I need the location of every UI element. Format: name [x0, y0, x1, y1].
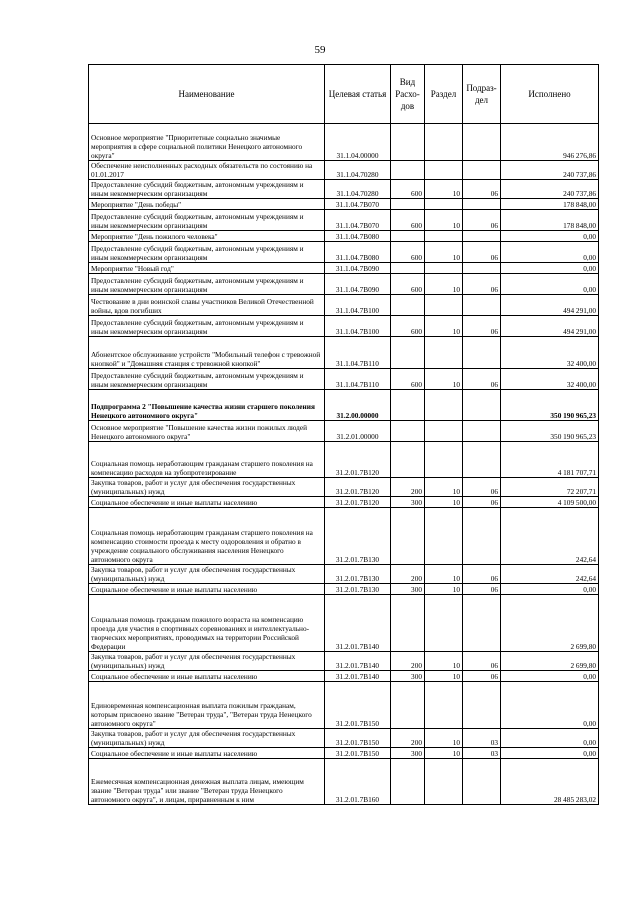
row-name: Абонентское обслуживание устройств "Мобильный телефон с тревожной кнопкой" и "Домашняя станция с тревожной кнопкой": [89, 337, 325, 369]
table-row: [89, 124, 599, 161]
table-row: [89, 274, 599, 295]
table-row: [89, 337, 599, 369]
table-row: [89, 652, 599, 671]
row-executed: 4 109 500,00: [501, 497, 599, 508]
row-executed: 178 848,00: [501, 199, 599, 210]
row-subsection: [463, 124, 501, 161]
row-section: [425, 421, 463, 442]
row-name: Предоставление субсидий бюджетным, автономным учреждениям и иным некоммерческим организациям: [89, 369, 325, 390]
table-row: [89, 595, 599, 652]
row-executed: 0,00: [501, 729, 599, 748]
table-row: [89, 442, 599, 478]
row-name: Основное мероприятие "Приоритетные социально значимые мероприятия в сфере социальной политики Ненецкого автономного округа": [89, 124, 325, 161]
row-name: Социальная помощь гражданам пожилого возраста на компенсацию проезда для участия в спортивных соревнованиях и интеллектуально-творческих мероприятиях, проводимых на территории Российской Федерации: [89, 595, 325, 652]
row-executed: 32 400,00: [501, 369, 599, 390]
row-target-article: 31.2.01.7В130: [325, 584, 391, 595]
row-name: Ежемесячная компенсационная денежная выплата лицам, имеющим звание "Ветеран труда" или звание "Ветеран труда Ненецкого автономного округа", и лицам, приравненным к ним: [89, 759, 325, 805]
row-name: Мероприятие "Новый год": [89, 263, 325, 274]
row-subsection: 06: [463, 652, 501, 671]
header-row: [89, 65, 599, 124]
row-target-article: 31.1.04.70280: [325, 161, 391, 180]
row-subsection: [463, 295, 501, 316]
row-expense-type: 300: [391, 748, 425, 759]
row-target-article: 31.2.01.7В120: [325, 442, 391, 478]
row-section: 10: [425, 210, 463, 231]
row-executed: 4 181 707,71: [501, 442, 599, 478]
row-section: 10: [425, 180, 463, 199]
row-subsection: 06: [463, 210, 501, 231]
row-name: Социальное обеспечение и иные выплаты населению: [89, 671, 325, 682]
table-row: [89, 508, 599, 565]
table-row: [89, 180, 599, 199]
row-expense-type: 600: [391, 369, 425, 390]
row-subsection: [463, 595, 501, 652]
row-section: 10: [425, 316, 463, 337]
row-executed: 2 699,80: [501, 652, 599, 671]
row-target-article: 31.2.01.7В140: [325, 671, 391, 682]
header-name: Наименование: [89, 65, 325, 124]
row-executed: 240 737,86: [501, 161, 599, 180]
row-subsection: [463, 421, 501, 442]
row-expense-type: [391, 390, 425, 421]
row-target-article: 31.1.04.7В090: [325, 263, 391, 274]
row-subsection: [463, 263, 501, 274]
header-executed: Исполнено: [501, 65, 599, 124]
header-section: Раздел: [425, 65, 463, 124]
row-subsection: [463, 759, 501, 805]
row-name: Закупка товаров, работ и услуг для обеспечения государственных (муниципальных) нужд: [89, 565, 325, 584]
row-executed: 2 699,80: [501, 595, 599, 652]
table-row: [89, 565, 599, 584]
table-row: [89, 199, 599, 210]
row-target-article: 31.2.01.7В130: [325, 565, 391, 584]
row-expense-type: 600: [391, 242, 425, 263]
row-name: Социальное обеспечение и иные выплаты населению: [89, 584, 325, 595]
row-subsection: 06: [463, 565, 501, 584]
row-expense-type: 600: [391, 180, 425, 199]
row-section: 10: [425, 671, 463, 682]
row-target-article: 31.1.04.70280: [325, 180, 391, 199]
row-name: Социальное обеспечение и иные выплаты населению: [89, 748, 325, 759]
row-executed: 242,64: [501, 565, 599, 584]
row-section: 10: [425, 584, 463, 595]
row-subsection: 03: [463, 748, 501, 759]
table-row: [89, 295, 599, 316]
table-row: [89, 497, 599, 508]
row-subsection: 03: [463, 729, 501, 748]
header-target-article: Целевая статья: [325, 65, 391, 124]
row-executed: 32 400,00: [501, 337, 599, 369]
row-subsection: [463, 199, 501, 210]
row-name: Закупка товаров, работ и услуг для обеспечения государственных (муниципальных) нужд: [89, 729, 325, 748]
row-section: [425, 595, 463, 652]
row-expense-type: [391, 161, 425, 180]
row-executed: 350 190 965,23: [501, 390, 599, 421]
row-executed: 0,00: [501, 748, 599, 759]
row-target-article: 31.2.01.7В150: [325, 748, 391, 759]
row-name: Предоставление субсидий бюджетным, автономным учреждениям и иным некоммерческим организациям: [89, 242, 325, 263]
row-expense-type: [391, 442, 425, 478]
row-section: 10: [425, 652, 463, 671]
table-row: [89, 584, 599, 595]
row-section: 10: [425, 565, 463, 584]
row-section: [425, 442, 463, 478]
row-name: Единовременная компенсационная выплата пожилым гражданам, которым присвоено звание "Ветеран труда", "Ветеран труда Ненецкого автономного округа": [89, 682, 325, 729]
row-section: 10: [425, 729, 463, 748]
table-row: [89, 671, 599, 682]
row-subsection: [463, 390, 501, 421]
row-section: [425, 295, 463, 316]
row-section: [425, 337, 463, 369]
row-subsection: 06: [463, 274, 501, 295]
row-executed: 946 276,86: [501, 124, 599, 161]
row-executed: 72 207,71: [501, 478, 599, 497]
row-section: [425, 199, 463, 210]
table-row: [89, 369, 599, 390]
table-row: [89, 421, 599, 442]
header-subsection: Подраз- дел: [463, 65, 501, 124]
row-subsection: [463, 161, 501, 180]
row-target-article: 31.1.04.7В070: [325, 210, 391, 231]
row-expense-type: [391, 124, 425, 161]
row-name: Социальная помощь неработающим гражданам старшего поколения на компенсацию стоимости проезда к месту оздоровления и обратно в учреждение социального обслуживания населения Ненецкого автономного округа: [89, 508, 325, 565]
row-section: [425, 390, 463, 421]
row-expense-type: 600: [391, 210, 425, 231]
row-target-article: 31.2.01.7В150: [325, 729, 391, 748]
row-name: Мероприятие "День пожилого человека": [89, 231, 325, 242]
row-expense-type: 200: [391, 478, 425, 497]
table-row: [89, 210, 599, 231]
row-target-article: 31.2.01.7В160: [325, 759, 391, 805]
row-target-article: 31.1.04.7В110: [325, 369, 391, 390]
table-row: [89, 316, 599, 337]
row-name: Подпрограмма 2 "Повышение качества жизни старшего поколения Ненецкого автономного округа": [89, 390, 325, 421]
row-expense-type: [391, 295, 425, 316]
row-target-article: 31.1.04.7В090: [325, 274, 391, 295]
row-section: 10: [425, 497, 463, 508]
row-section: [425, 759, 463, 805]
table-row: [89, 231, 599, 242]
row-executed: 0,00: [501, 682, 599, 729]
row-expense-type: 300: [391, 584, 425, 595]
row-expense-type: [391, 759, 425, 805]
row-section: 10: [425, 369, 463, 390]
row-target-article: 31.2.01.7В140: [325, 652, 391, 671]
row-section: 10: [425, 242, 463, 263]
row-subsection: 06: [463, 242, 501, 263]
header-expense-type: Вид Расхо- дов: [391, 65, 425, 124]
row-subsection: [463, 231, 501, 242]
row-subsection: 06: [463, 478, 501, 497]
row-executed: 350 190 965,23: [501, 421, 599, 442]
row-name: Предоставление субсидий бюджетным, автономным учреждениям и иным некоммерческим организациям: [89, 274, 325, 295]
row-executed: 240 737,86: [501, 180, 599, 199]
row-expense-type: [391, 263, 425, 274]
row-target-article: 31.1.04.00000: [325, 124, 391, 161]
row-name: Предоставление субсидий бюджетным, автономным учреждениям и иным некоммерческим организациям: [89, 180, 325, 199]
row-subsection: 06: [463, 584, 501, 595]
row-subsection: 06: [463, 369, 501, 390]
row-name: Предоставление субсидий бюджетным, автономным учреждениям и иным некоммерческим организациям: [89, 210, 325, 231]
row-executed: 28 485 283,02: [501, 759, 599, 805]
row-name: Основное мероприятие "Повышение качества жизни пожилых людей Ненецкого автономного округа": [89, 421, 325, 442]
row-name: Социальное обеспечение и иные выплаты населению: [89, 497, 325, 508]
row-section: [425, 124, 463, 161]
row-expense-type: [391, 595, 425, 652]
row-subsection: [463, 337, 501, 369]
table-row: [89, 263, 599, 274]
row-target-article: 31.2.01.7В120: [325, 497, 391, 508]
row-section: 10: [425, 748, 463, 759]
row-subsection: [463, 442, 501, 478]
row-expense-type: [391, 231, 425, 242]
row-expense-type: [391, 337, 425, 369]
row-section: [425, 508, 463, 565]
row-expense-type: 300: [391, 497, 425, 508]
row-target-article: 31.2.01.7В130: [325, 508, 391, 565]
row-executed: 0,00: [501, 671, 599, 682]
row-section: 10: [425, 478, 463, 497]
row-target-article: 31.1.04.7В080: [325, 231, 391, 242]
row-expense-type: 300: [391, 671, 425, 682]
row-section: [425, 231, 463, 242]
table-row: [89, 682, 599, 729]
row-executed: 494 291,00: [501, 295, 599, 316]
row-subsection: [463, 508, 501, 565]
row-target-article: 31.2.00.00000: [325, 390, 391, 421]
row-expense-type: [391, 682, 425, 729]
row-subsection: [463, 682, 501, 729]
table-row: [89, 242, 599, 263]
row-expense-type: [391, 508, 425, 565]
row-executed: 242,64: [501, 508, 599, 565]
row-target-article: 31.2.01.7В120: [325, 478, 391, 497]
row-executed: 0,00: [501, 274, 599, 295]
row-executed: 0,00: [501, 242, 599, 263]
row-target-article: 31.2.01.7В150: [325, 682, 391, 729]
row-expense-type: 200: [391, 652, 425, 671]
row-executed: 0,00: [501, 231, 599, 242]
row-target-article: 31.1.04.7В100: [325, 316, 391, 337]
row-expense-type: 600: [391, 274, 425, 295]
row-section: [425, 682, 463, 729]
row-target-article: 31.2.01.00000: [325, 421, 391, 442]
row-target-article: 31.1.04.7В080: [325, 242, 391, 263]
row-executed: 494 291,00: [501, 316, 599, 337]
row-name: Обеспечение неисполненных расходных обязательств по состоянию на 01.01.2017: [89, 161, 325, 180]
row-section: [425, 263, 463, 274]
row-executed: 0,00: [501, 584, 599, 595]
table-row: [89, 759, 599, 805]
row-name: Закупка товаров, работ и услуг для обеспечения государственных (муниципальных) нужд: [89, 652, 325, 671]
row-subsection: 06: [463, 180, 501, 199]
row-expense-type: 200: [391, 565, 425, 584]
row-name: Чествование в дни воинской славы участников Великой Отечественной войны, вдов погибших: [89, 295, 325, 316]
row-target-article: 31.1.04.7В110: [325, 337, 391, 369]
table-row: [89, 161, 599, 180]
page-number: 59: [314, 44, 326, 56]
row-expense-type: 600: [391, 316, 425, 337]
row-name: Социальная помощь неработающим гражданам старшего поколения на компенсацию расходов на зубопротезирование: [89, 442, 325, 478]
table-row: [89, 748, 599, 759]
row-target-article: 31.2.01.7В140: [325, 595, 391, 652]
row-name: Предоставление субсидий бюджетным, автономным учреждениям и иным некоммерческим организациям: [89, 316, 325, 337]
table-row: [89, 478, 599, 497]
table-row: [89, 729, 599, 748]
row-section: 10: [425, 274, 463, 295]
row-subsection: 06: [463, 316, 501, 337]
row-expense-type: [391, 421, 425, 442]
row-expense-type: 200: [391, 729, 425, 748]
row-section: [425, 161, 463, 180]
table-row: [89, 390, 599, 421]
row-expense-type: [391, 199, 425, 210]
row-subsection: 06: [463, 671, 501, 682]
row-executed: 178 848,00: [501, 210, 599, 231]
row-subsection: 06: [463, 497, 501, 508]
budget-table: [88, 64, 599, 805]
row-name: Закупка товаров, работ и услуг для обеспечения государственных (муниципальных) нужд: [89, 478, 325, 497]
row-executed: 0,00: [501, 263, 599, 274]
row-target-article: 31.1.04.7В070: [325, 199, 391, 210]
row-target-article: 31.1.04.7В100: [325, 295, 391, 316]
row-name: Мероприятие "День победы": [89, 199, 325, 210]
